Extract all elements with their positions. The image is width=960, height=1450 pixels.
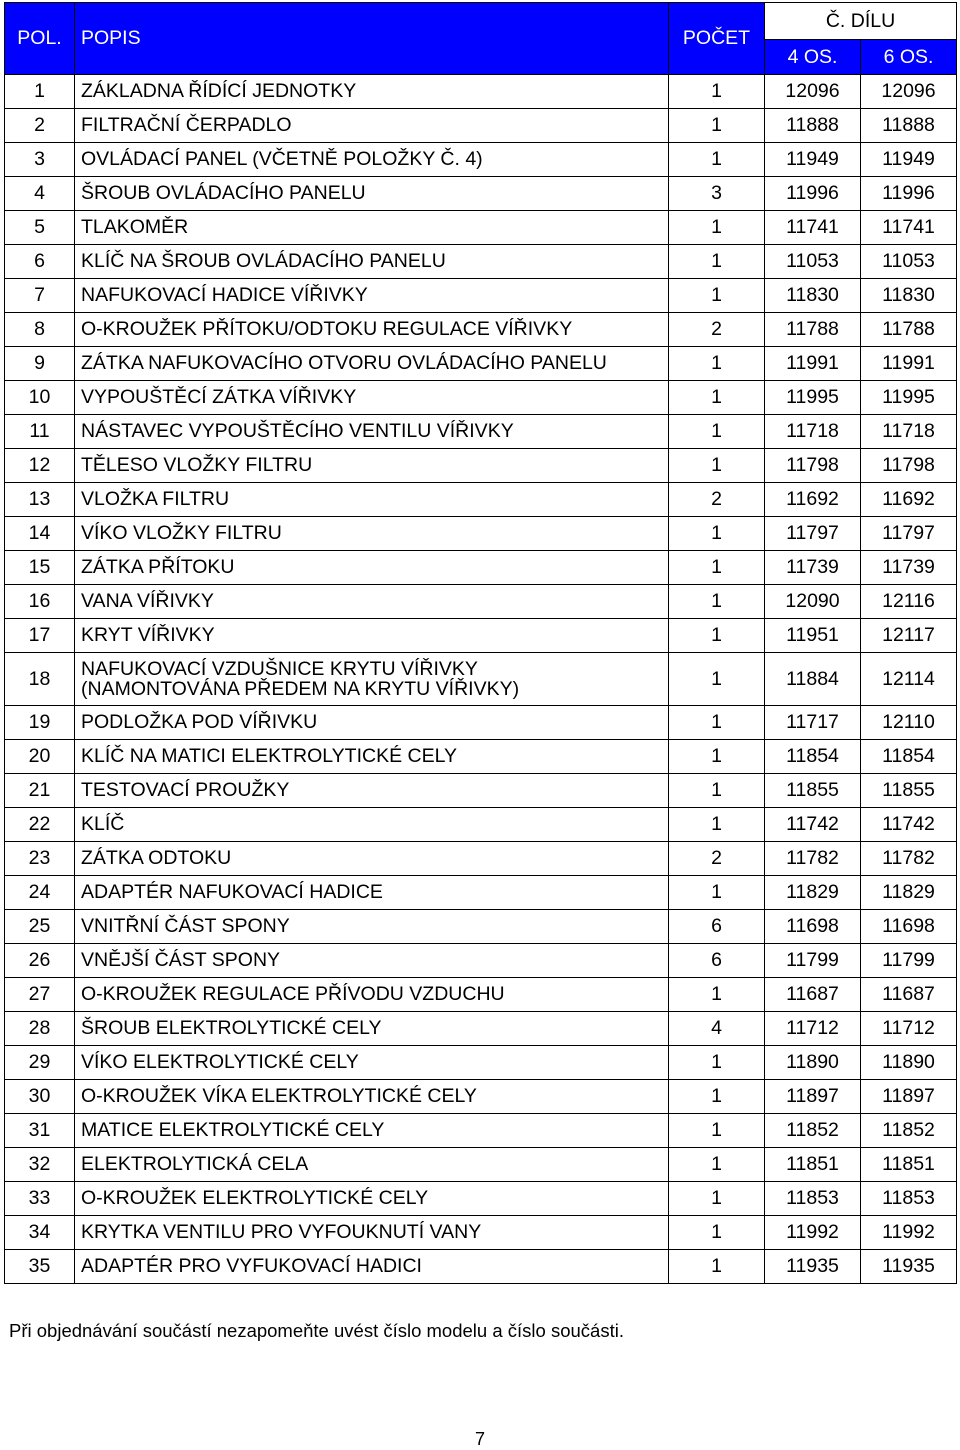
row-dil-6-os: 12116 xyxy=(861,585,957,619)
row-popis: ZÁTKA ODTOKU xyxy=(75,842,669,876)
row-dil-6-os: 11782 xyxy=(861,842,957,876)
table-row xyxy=(5,1114,957,1148)
row-popis: TLAKOMĚR xyxy=(75,211,669,245)
row-pol: 13 xyxy=(5,483,75,517)
header-popis: POPIS xyxy=(75,3,669,75)
row-dil-6-os: 11890 xyxy=(861,1046,957,1080)
row-popis: O-KROUŽEK VÍKA ELEKTROLYTICKÉ CELY xyxy=(75,1080,669,1114)
row-popis: VNĚJŠÍ ČÁST SPONY xyxy=(75,944,669,978)
row-dil-6-os: 11053 xyxy=(861,245,957,279)
row-popis: KRYT VÍŘIVKY xyxy=(75,619,669,653)
row-pocet: 1 xyxy=(669,808,765,842)
row-dil-6-os: 11991 xyxy=(861,347,957,381)
row-pol: 20 xyxy=(5,740,75,774)
row-popis: ADAPTÉR NAFUKOVACÍ HADICE xyxy=(75,876,669,910)
row-dil-4-os: 11991 xyxy=(765,347,861,381)
row-popis: OVLÁDACÍ PANEL (VČETNĚ POLOŽKY Č. 4) xyxy=(75,143,669,177)
row-popis: KLÍČ NA ŠROUB OVLÁDACÍHO PANELU xyxy=(75,245,669,279)
row-popis: ŠROUB OVLÁDACÍHO PANELU xyxy=(75,177,669,211)
row-pol: 32 xyxy=(5,1148,75,1182)
table-row xyxy=(5,177,957,211)
row-dil-4-os: 11718 xyxy=(765,415,861,449)
row-pol: 25 xyxy=(5,910,75,944)
row-dil-4-os: 11851 xyxy=(765,1148,861,1182)
row-popis: TESTOVACÍ PROUŽKY xyxy=(75,774,669,808)
table-row xyxy=(5,1216,957,1250)
row-popis: O-KROUŽEK ELEKTROLYTICKÉ CELY xyxy=(75,1182,669,1216)
row-pocet: 1 xyxy=(669,1114,765,1148)
row-pocet: 1 xyxy=(669,1216,765,1250)
row-dil-6-os: 11698 xyxy=(861,910,957,944)
row-pocet: 1 xyxy=(669,978,765,1012)
header-4-os: 4 OS. xyxy=(765,40,861,75)
table-row xyxy=(5,944,957,978)
page-number: 7 xyxy=(474,1429,485,1449)
row-pol: 6 xyxy=(5,245,75,279)
row-pol: 7 xyxy=(5,279,75,313)
table-row xyxy=(5,483,957,517)
table-row xyxy=(5,774,957,808)
row-dil-6-os: 11852 xyxy=(861,1114,957,1148)
row-pocet: 1 xyxy=(669,774,765,808)
table-row xyxy=(5,978,957,1012)
row-dil-4-os: 11996 xyxy=(765,177,861,211)
table-row xyxy=(5,313,957,347)
row-dil-4-os: 11890 xyxy=(765,1046,861,1080)
row-dil-4-os: 11717 xyxy=(765,706,861,740)
table-row xyxy=(5,1182,957,1216)
row-popis: VYPOUŠTĚCÍ ZÁTKA VÍŘIVKY xyxy=(75,381,669,415)
row-popis: ZÁTKA NAFUKOVACÍHO OTVORU OVLÁDACÍHO PANELU xyxy=(75,347,669,381)
row-pocet: 6 xyxy=(669,910,765,944)
row-dil-6-os: 11741 xyxy=(861,211,957,245)
row-pol: 17 xyxy=(5,619,75,653)
row-dil-4-os: 11799 xyxy=(765,944,861,978)
row-dil-6-os: 12110 xyxy=(861,706,957,740)
row-pocet: 1 xyxy=(669,653,765,706)
header-cislo-dilu: Č. DÍLU xyxy=(765,3,957,40)
row-dil-4-os: 11935 xyxy=(765,1250,861,1284)
row-dil-6-os: 11949 xyxy=(861,143,957,177)
row-popis: VÍKO VLOŽKY FILTRU xyxy=(75,517,669,551)
parts-table-body xyxy=(5,75,957,1284)
row-pol: 14 xyxy=(5,517,75,551)
row-dil-6-os: 11797 xyxy=(861,517,957,551)
row-pol: 22 xyxy=(5,808,75,842)
row-dil-4-os: 11853 xyxy=(765,1182,861,1216)
row-dil-4-os: 11829 xyxy=(765,876,861,910)
row-dil-6-os: 11687 xyxy=(861,978,957,1012)
table-row xyxy=(5,653,957,706)
row-dil-4-os: 11798 xyxy=(765,449,861,483)
row-dil-6-os: 11798 xyxy=(861,449,957,483)
row-dil-6-os: 11718 xyxy=(861,415,957,449)
header-6-os: 6 OS. xyxy=(861,40,957,75)
table-row xyxy=(5,1012,957,1046)
row-popis: O-KROUŽEK PŘÍTOKU/ODTOKU REGULACE VÍŘIVKY xyxy=(75,313,669,347)
row-pol: 19 xyxy=(5,706,75,740)
row-dil-6-os: 12117 xyxy=(861,619,957,653)
row-dil-6-os: 11829 xyxy=(861,876,957,910)
table-row xyxy=(5,1046,957,1080)
row-pol: 5 xyxy=(5,211,75,245)
table-row xyxy=(5,551,957,585)
row-dil-4-os: 12096 xyxy=(765,75,861,109)
table-row xyxy=(5,449,957,483)
row-dil-4-os: 11712 xyxy=(765,1012,861,1046)
row-dil-6-os: 11996 xyxy=(861,177,957,211)
row-dil-4-os: 12090 xyxy=(765,585,861,619)
row-dil-6-os: 11739 xyxy=(861,551,957,585)
row-pocet: 6 xyxy=(669,944,765,978)
row-dil-4-os: 11788 xyxy=(765,313,861,347)
table-row xyxy=(5,910,957,944)
row-pocet: 1 xyxy=(669,279,765,313)
header-pol: POL. xyxy=(5,3,75,75)
row-popis: KRYTKA VENTILU PRO VYFOUKNUTÍ VANY xyxy=(75,1216,669,1250)
row-popis-line-1: NAFUKOVACÍ VZDUŠNICE KRYTU VÍŘIVKY xyxy=(81,657,478,680)
row-pol: 9 xyxy=(5,347,75,381)
row-dil-6-os: 11935 xyxy=(861,1250,957,1284)
table-row xyxy=(5,842,957,876)
parts-table xyxy=(4,2,957,1284)
row-dil-6-os: 11799 xyxy=(861,944,957,978)
row-pocet: 1 xyxy=(669,1080,765,1114)
row-pocet: 1 xyxy=(669,1046,765,1080)
row-dil-4-os: 11888 xyxy=(765,109,861,143)
table-row xyxy=(5,245,957,279)
row-pol: 34 xyxy=(5,1216,75,1250)
row-pocet: 1 xyxy=(669,1148,765,1182)
row-pocet: 1 xyxy=(669,245,765,279)
row-dil-4-os: 11884 xyxy=(765,653,861,706)
table-row xyxy=(5,143,957,177)
row-dil-6-os: 11851 xyxy=(861,1148,957,1182)
row-dil-4-os: 11692 xyxy=(765,483,861,517)
row-dil-6-os: 11855 xyxy=(861,774,957,808)
row-pocet: 2 xyxy=(669,313,765,347)
row-popis: VNITŘNÍ ČÁST SPONY xyxy=(75,910,669,944)
row-popis: ZÁKLADNA ŘÍDÍCÍ JEDNOTKY xyxy=(75,75,669,109)
row-pocet: 1 xyxy=(669,551,765,585)
row-dil-4-os: 11854 xyxy=(765,740,861,774)
row-pocet: 2 xyxy=(669,483,765,517)
row-dil-4-os: 11852 xyxy=(765,1114,861,1148)
table-row xyxy=(5,876,957,910)
table-row xyxy=(5,109,957,143)
row-pocet: 1 xyxy=(669,1250,765,1284)
row-popis: ZÁTKA PŘÍTOKU xyxy=(75,551,669,585)
row-pocet: 1 xyxy=(669,1182,765,1216)
row-popis: ADAPTÉR PRO VYFUKOVACÍ HADICI xyxy=(75,1250,669,1284)
header-pocet: POČET xyxy=(669,3,765,75)
row-pol: 3 xyxy=(5,143,75,177)
row-pocet: 1 xyxy=(669,75,765,109)
row-pol: 11 xyxy=(5,415,75,449)
row-dil-6-os: 12114 xyxy=(861,653,957,706)
row-dil-4-os: 11742 xyxy=(765,808,861,842)
row-dil-6-os: 11830 xyxy=(861,279,957,313)
row-popis: MATICE ELEKTROLYTICKÉ CELY xyxy=(75,1114,669,1148)
row-pocet: 3 xyxy=(669,177,765,211)
row-dil-6-os: 11788 xyxy=(861,313,957,347)
row-dil-4-os: 11698 xyxy=(765,910,861,944)
row-popis: NAFUKOVACÍ HADICE VÍŘIVKY xyxy=(75,279,669,313)
row-dil-4-os: 11687 xyxy=(765,978,861,1012)
row-pocet: 1 xyxy=(669,109,765,143)
row-dil-4-os: 11897 xyxy=(765,1080,861,1114)
table-row xyxy=(5,1080,957,1114)
row-dil-4-os: 11053 xyxy=(765,245,861,279)
table-row xyxy=(5,1148,957,1182)
row-pol: 27 xyxy=(5,978,75,1012)
row-pol: 8 xyxy=(5,313,75,347)
row-pol: 23 xyxy=(5,842,75,876)
table-row xyxy=(5,517,957,551)
table-row xyxy=(5,279,957,313)
row-pocet: 1 xyxy=(669,740,765,774)
row-pol: 33 xyxy=(5,1182,75,1216)
table-row xyxy=(5,706,957,740)
table-row xyxy=(5,619,957,653)
row-pocet: 2 xyxy=(669,842,765,876)
row-pocet: 1 xyxy=(669,143,765,177)
row-pol: 24 xyxy=(5,876,75,910)
row-pol: 18 xyxy=(5,653,75,706)
row-pocet: 4 xyxy=(669,1012,765,1046)
table-row xyxy=(5,347,957,381)
header-row-top xyxy=(5,3,957,40)
row-pol: 29 xyxy=(5,1046,75,1080)
row-pol: 12 xyxy=(5,449,75,483)
row-pocet: 1 xyxy=(669,211,765,245)
row-dil-4-os: 11782 xyxy=(765,842,861,876)
row-popis: O-KROUŽEK REGULACE PŘÍVODU VZDUCHU xyxy=(75,978,669,1012)
row-popis xyxy=(75,653,669,706)
row-dil-6-os: 11853 xyxy=(861,1182,957,1216)
row-pol: 4 xyxy=(5,177,75,211)
row-popis: VANA VÍŘIVKY xyxy=(75,585,669,619)
row-pol: 2 xyxy=(5,109,75,143)
row-pocet: 1 xyxy=(669,706,765,740)
row-dil-4-os: 11830 xyxy=(765,279,861,313)
row-pocet: 1 xyxy=(669,876,765,910)
row-pocet: 1 xyxy=(669,381,765,415)
row-dil-6-os: 11897 xyxy=(861,1080,957,1114)
row-dil-6-os: 11742 xyxy=(861,808,957,842)
row-pol: 10 xyxy=(5,381,75,415)
row-dil-4-os: 11992 xyxy=(765,1216,861,1250)
row-popis: NÁSTAVEC VYPOUŠTĚCÍHO VENTILU VÍŘIVKY xyxy=(75,415,669,449)
row-popis: KLÍČ NA MATICI ELEKTROLYTICKÉ CELY xyxy=(75,740,669,774)
row-dil-6-os: 11712 xyxy=(861,1012,957,1046)
row-popis: ŠROUB ELEKTROLYTICKÉ CELY xyxy=(75,1012,669,1046)
row-dil-4-os: 11995 xyxy=(765,381,861,415)
row-dil-6-os: 11692 xyxy=(861,483,957,517)
row-dil-4-os: 11741 xyxy=(765,211,861,245)
row-dil-4-os: 11951 xyxy=(765,619,861,653)
row-dil-4-os: 11739 xyxy=(765,551,861,585)
row-dil-6-os: 11995 xyxy=(861,381,957,415)
table-row xyxy=(5,808,957,842)
row-pocet: 1 xyxy=(669,449,765,483)
table-row xyxy=(5,415,957,449)
row-popis: KLÍČ xyxy=(75,808,669,842)
row-popis: VLOŽKA FILTRU xyxy=(75,483,669,517)
table-row xyxy=(5,381,957,415)
row-popis: FILTRAČNÍ ČERPADLO xyxy=(75,109,669,143)
row-pol: 15 xyxy=(5,551,75,585)
table-row xyxy=(5,211,957,245)
row-pol: 16 xyxy=(5,585,75,619)
order-note: Při objednávání součástí nezapomeňte uvést číslo modelu a číslo součásti. xyxy=(9,1320,624,1341)
row-popis-line-2: (NAMONTOVÁNA PŘEDEM NA KRYTU VÍŘIVKY) xyxy=(81,678,520,700)
row-pol: 28 xyxy=(5,1012,75,1046)
row-pocet: 1 xyxy=(669,517,765,551)
row-dil-6-os: 11854 xyxy=(861,740,957,774)
row-dil-4-os: 11855 xyxy=(765,774,861,808)
table-row xyxy=(5,75,957,109)
row-pocet: 1 xyxy=(669,619,765,653)
row-pol: 35 xyxy=(5,1250,75,1284)
row-pol: 1 xyxy=(5,75,75,109)
row-pol: 31 xyxy=(5,1114,75,1148)
row-pocet: 1 xyxy=(669,415,765,449)
row-dil-6-os: 11888 xyxy=(861,109,957,143)
row-pocet: 1 xyxy=(669,347,765,381)
row-popis: TĚLESO VLOŽKY FILTRU xyxy=(75,449,669,483)
row-popis: ELEKTROLYTICKÁ CELA xyxy=(75,1148,669,1182)
row-dil-6-os: 12096 xyxy=(861,75,957,109)
row-popis: PODLOŽKA POD VÍŘIVKU xyxy=(75,706,669,740)
row-pocet: 1 xyxy=(669,585,765,619)
row-dil-4-os: 11797 xyxy=(765,517,861,551)
row-popis: VÍKO ELEKTROLYTICKÉ CELY xyxy=(75,1046,669,1080)
row-dil-6-os: 11992 xyxy=(861,1216,957,1250)
row-pol: 21 xyxy=(5,774,75,808)
table-row xyxy=(5,1250,957,1284)
table-row xyxy=(5,740,957,774)
row-dil-4-os: 11949 xyxy=(765,143,861,177)
row-pol: 30 xyxy=(5,1080,75,1114)
row-pol: 26 xyxy=(5,944,75,978)
table-row xyxy=(5,585,957,619)
